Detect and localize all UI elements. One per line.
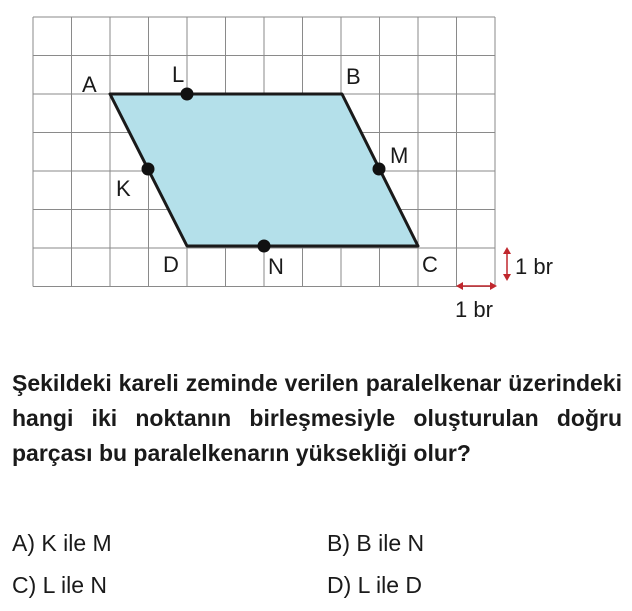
point-m <box>373 163 386 176</box>
option-b[interactable]: B) B ile N <box>327 530 425 556</box>
unit-vertical-arrow <box>503 247 511 281</box>
unit-vertical-label: 1 br <box>515 254 553 279</box>
point-label-k: K <box>116 176 131 201</box>
option-d[interactable]: D) L ile D <box>327 572 422 598</box>
parallelogram-abcd <box>110 94 418 246</box>
point-k <box>142 163 155 176</box>
point-label-n: N <box>268 254 284 279</box>
option-c[interactable]: C) L ile N <box>12 572 107 598</box>
vertex-label-a: A <box>82 72 97 97</box>
unit-horizontal-arrow <box>456 282 497 290</box>
vertex-label-b: B <box>346 64 361 89</box>
point-label-m: M <box>390 143 409 168</box>
vertex-label-d: D <box>163 252 179 277</box>
point-n <box>258 240 271 253</box>
point-label-l: L <box>172 62 185 87</box>
unit-horizontal-label: 1 br <box>455 297 493 322</box>
point-l <box>181 88 194 101</box>
vertex-label-c: C <box>422 252 438 277</box>
question-text: Şekildeki kareli zeminde verilen paralelkenar üzerindeki hangi iki noktanın birleşmesiyle oluşturulan doğru parçası bu paralelkenarın yüksekliği olur? <box>12 370 622 466</box>
option-a[interactable]: A) K ile M <box>12 530 112 556</box>
